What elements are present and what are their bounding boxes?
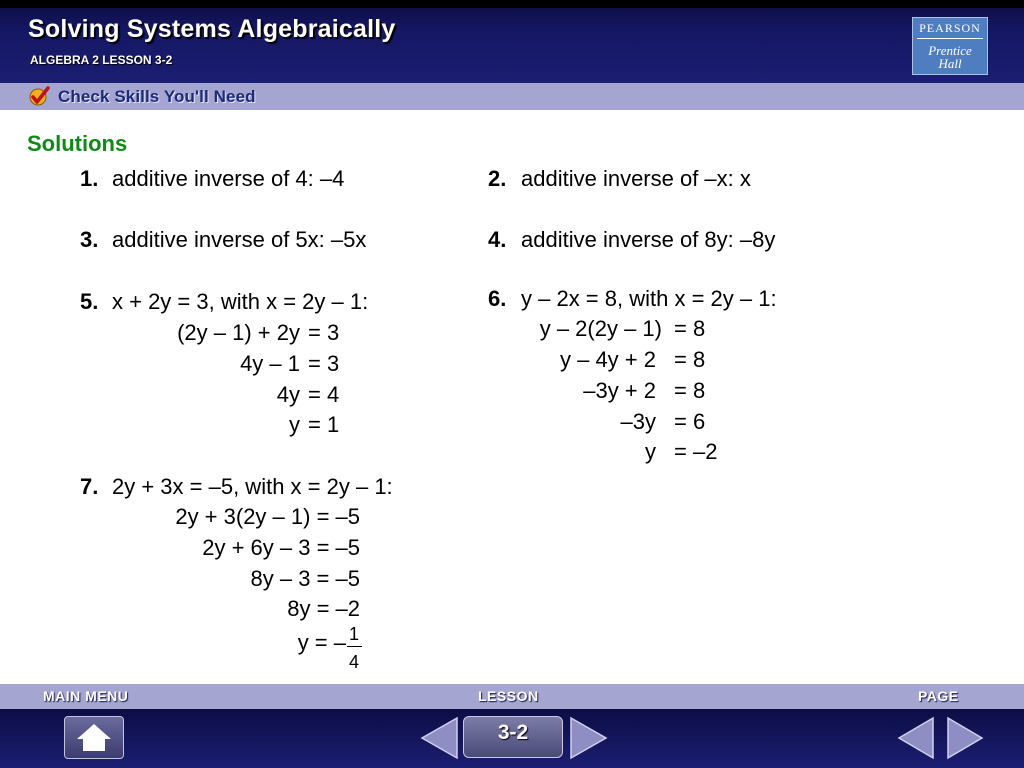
problem-5-step-lhs: y <box>289 412 300 437</box>
page-label: PAGE <box>918 688 959 704</box>
problem-5-step-rhs: = 4 <box>308 382 340 407</box>
problem-5-step-rhs: = 3 <box>308 351 340 376</box>
fraction-numerator: 1 <box>349 624 360 644</box>
problem-5-step-rhs: = 3 <box>308 320 340 345</box>
fraction-denominator: 4 <box>349 652 360 672</box>
home-icon <box>65 717 123 758</box>
problem-2-text: additive inverse of –x: x <box>521 166 751 191</box>
problem-7-step: 2y + 3(2y – 1) = –5 <box>175 504 360 529</box>
problem-5-step-rhs: = 1 <box>308 412 340 437</box>
logo-brand: PEARSON <box>919 21 981 35</box>
problem-2-number: 2. <box>488 166 507 191</box>
fraction-bar <box>347 646 362 647</box>
problem-6-text: y – 2x = 8, with x = 2y – 1: <box>521 286 777 311</box>
problem-6-number: 6. <box>488 286 507 311</box>
problem-7-step: 8y – 3 = –5 <box>250 566 360 591</box>
problem-5-step-lhs: 4y – 1 <box>240 351 300 376</box>
solutions-heading: Solutions <box>27 131 128 156</box>
problem-3-text: additive inverse of 5x: –5x <box>112 227 367 252</box>
problem-6-step-rhs: = 8 <box>674 378 706 403</box>
lesson-number: 3-2 <box>497 721 529 744</box>
problem-6-step-rhs: = –2 <box>674 439 718 464</box>
problem-4-number: 4. <box>488 227 507 252</box>
problem-6-step-rhs: = 8 <box>674 316 706 341</box>
problem-5-step-lhs: 4y <box>276 382 300 407</box>
main-menu-label: MAIN MENU <box>43 688 129 704</box>
logo-rule <box>917 38 983 39</box>
next-lesson-icon[interactable] <box>569 716 609 760</box>
problem-1-text: additive inverse of 4: –4 <box>112 166 345 191</box>
prev-page-icon[interactable] <box>896 716 936 760</box>
lesson-label: LESSON <box>478 688 539 704</box>
problem-6-step-rhs: = 6 <box>674 409 706 434</box>
problem-6-step-lhs: –3y + 2 <box>583 378 656 403</box>
problem-6-step-lhs: y <box>645 439 656 464</box>
lesson-subtitle: ALGEBRA 2 LESSON 3-2 <box>30 53 173 67</box>
problem-3-number: 3. <box>80 227 99 252</box>
problem-6-step-lhs: y – 2(2y – 1) <box>539 316 662 341</box>
check-skills-label: Check Skills You'll Need <box>58 87 256 106</box>
problem-4-text: additive inverse of 8y: –8y <box>521 227 776 252</box>
home-button[interactable] <box>64 716 124 759</box>
logo-line2: Hall <box>938 56 962 71</box>
header-top-line <box>0 0 1024 8</box>
problem-7-step: 2y + 6y – 3 = –5 <box>202 535 360 560</box>
problem-7-step: 8y = –2 <box>287 596 360 621</box>
problem-5-number: 5. <box>80 289 99 314</box>
problem-7-number: 7. <box>80 474 99 499</box>
logo-line1: Prentice <box>928 43 972 58</box>
prev-lesson-icon[interactable] <box>419 716 459 760</box>
problem-5-text: x + 2y = 3, with x = 2y – 1: <box>112 289 369 314</box>
problem-6-step-lhs: –3y <box>620 409 656 434</box>
pearson-logo <box>912 17 988 75</box>
page-title: Solving Systems Algebraically <box>28 15 396 43</box>
problem-7-final-lhs: y = – <box>297 630 346 655</box>
problem-6-step-lhs: y – 4y + 2 <box>559 347 656 372</box>
problem-5-step-lhs: (2y – 1) + 2y <box>177 320 300 345</box>
problem-6-step-rhs: = 8 <box>674 347 706 372</box>
check-icon <box>28 85 50 107</box>
problem-1-number: 1. <box>80 166 99 191</box>
problem-7-text: 2y + 3x = –5, with x = 2y – 1: <box>112 474 393 499</box>
next-page-icon[interactable] <box>945 716 985 760</box>
